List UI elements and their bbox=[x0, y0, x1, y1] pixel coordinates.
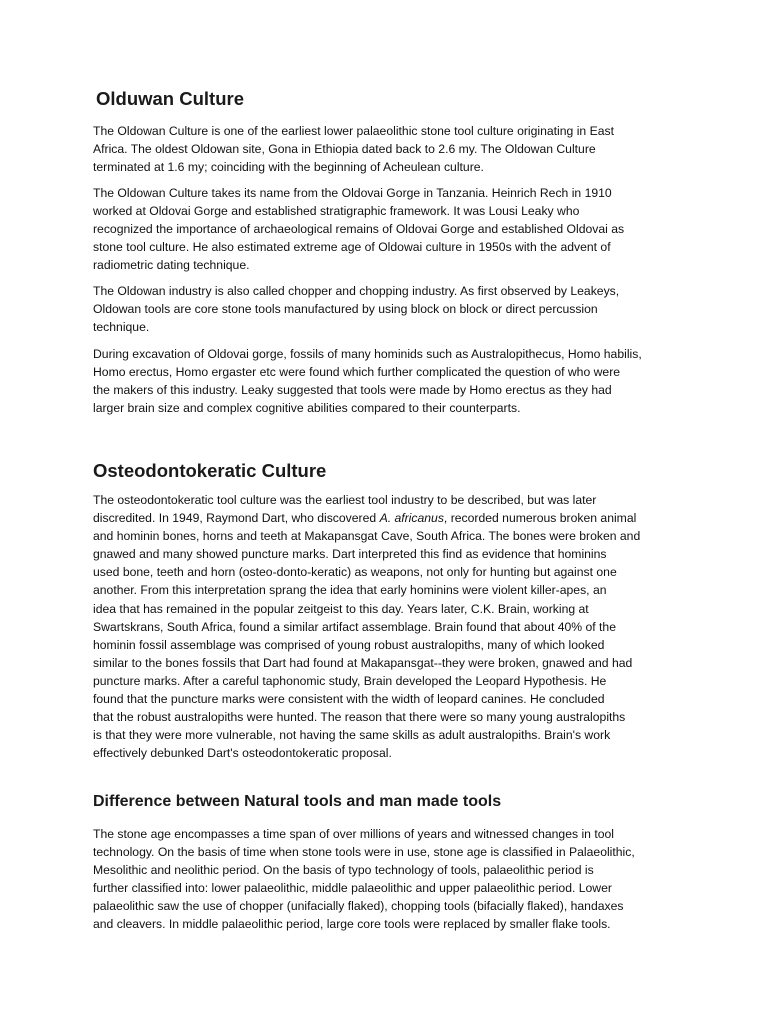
text-line: similar to the bones fossils that Dart had found at Makapansgat--they were broken, gnawed and had bbox=[93, 655, 633, 670]
text-line: gnawed and many showed puncture marks. Dart interpreted this find as evidence that hominins bbox=[93, 547, 607, 562]
text-line: technique. bbox=[93, 320, 150, 335]
text-line: Oldowan tools are core stone tools manufactured by using block on block or direct percussion bbox=[93, 302, 598, 317]
text-line: found that the puncture marks were consistent with the width of leopard canines. He concluded bbox=[93, 692, 605, 707]
text-line: hominin fossil assemblage was comprised of young robust australopiths, many of which looked bbox=[93, 637, 605, 652]
text-line: stone tool culture. He also estimated extreme age of Oldowai culture in 1950s with the advent of bbox=[93, 240, 611, 255]
text-line: During excavation of Oldovai gorge, fossils of many hominids such as Australopithecus, Homo habilis, bbox=[93, 347, 642, 361]
text-line: Homo erectus, Homo ergaster etc were found which further complicated the question of who were bbox=[93, 365, 621, 380]
paragraph-oldowan-excavation bbox=[93, 345, 683, 417]
species-name: A. africanus bbox=[379, 511, 444, 526]
paragraph-osteodontokeratic bbox=[93, 491, 683, 762]
paragraph-stone-age bbox=[93, 825, 683, 934]
text-line: effectively debunked Dart's osteodontokeratic proposal. bbox=[93, 746, 392, 761]
text-line: and hominin bones, horns and teeth at Makapansgat Cave, South Africa. The bones were broken and bbox=[93, 529, 641, 544]
text-line: puncture marks. After a careful taphonomic study, Brain developed the Leopard Hypothesis. He bbox=[93, 673, 607, 688]
text-line: The stone age encompasses a time span of over millions of years and witnessed changes in tool bbox=[93, 827, 614, 841]
text-line: that the robust australopiths were hunted. The reason that there were so many young australopiths bbox=[93, 710, 626, 725]
text-line: The Oldowan Culture takes its name from the Oldovai Gorge in Tanzania. Heinrich Rech in 1910 bbox=[93, 186, 612, 200]
paragraph-oldowan-industry bbox=[93, 282, 683, 336]
text-line: palaeolithic saw the use of chopper (unifacially flaked), chopping tools (bifacially flaked), handaxes bbox=[93, 899, 624, 914]
text-line: another. From this interpretation sprang the idea that early hominins were violent killer-apes, an bbox=[93, 583, 607, 598]
text-line: The osteodontokeratic tool culture was the earliest tool industry to be described, but was later bbox=[93, 493, 597, 507]
text-line: recognized the importance of archaeological remains of Oldovai Gorge and established Oldovai as bbox=[93, 222, 625, 237]
text-line: idea that has remained in the popular zeitgeist to this day. Years later, C.K. Brain, working at bbox=[93, 601, 589, 616]
heading-olduwan-culture: Olduwan Culture bbox=[96, 88, 244, 109]
text-line: further classified into: lower palaeolithic, middle palaeolithic and upper palaeolithic period. Lower bbox=[93, 881, 612, 896]
text-line: Africa. The oldest Oldowan site, Gona in Ethiopia dated back to 2.6 my. The Oldowan Culture bbox=[93, 142, 596, 157]
text-line: is that they were more vulnerable, not having the same skills as adult australopiths. Brain's work bbox=[93, 728, 611, 743]
text-line: and cleavers. In middle palaeolithic period, large core tools were replaced by smaller flake tools. bbox=[93, 917, 611, 932]
paragraph-oldowan-origin bbox=[93, 184, 683, 274]
text-line: used bone, teeth and horn (osteo-donto-keratic) as weapons, not only for hunting but against one bbox=[93, 565, 617, 580]
text-line: technology. On the basis of time when stone tools were in use, stone age is classified in Palaeolithic, bbox=[93, 845, 635, 860]
paragraph-oldowan-intro bbox=[93, 122, 683, 176]
text-line: The Oldowan Culture is one of the earliest lower palaeolithic stone tool culture originating in East bbox=[93, 124, 614, 138]
heading-natural-vs-man-made-tools: Difference between Natural tools and man made tools bbox=[93, 793, 502, 810]
text-line: discredited. In 1949, Raymond Dart, who discovered A. africanus, recorded numerous broken animal bbox=[93, 511, 637, 526]
text-line: Mesolithic and neolithic period. On the basis of typo technology of tools, palaeolithic period is bbox=[93, 863, 594, 878]
text-line: radiometric dating technique. bbox=[93, 258, 250, 273]
heading-osteodontokeratic-culture: Osteodontokeratic Culture bbox=[93, 460, 327, 481]
text-line: worked at Oldovai Gorge and established stratigraphic framework. It was Lousi Leaky who bbox=[93, 204, 580, 219]
text-line: The Oldowan industry is also called chopper and chopping industry. As first observed by Leakeys, bbox=[93, 284, 620, 298]
text-line: Swartskrans, South Africa, found a similar artifact assemblage. Brain found that about 40% of the bbox=[93, 619, 616, 634]
text-line: larger brain size and complex cognitive abilities compared to their counterparts. bbox=[93, 401, 521, 416]
text-line: the makers of this industry. Leaky suggested that tools were made by Homo erectus as they had bbox=[93, 383, 612, 398]
text-line: terminated at 1.6 my; coinciding with the beginning of Acheulean culture. bbox=[93, 160, 484, 175]
